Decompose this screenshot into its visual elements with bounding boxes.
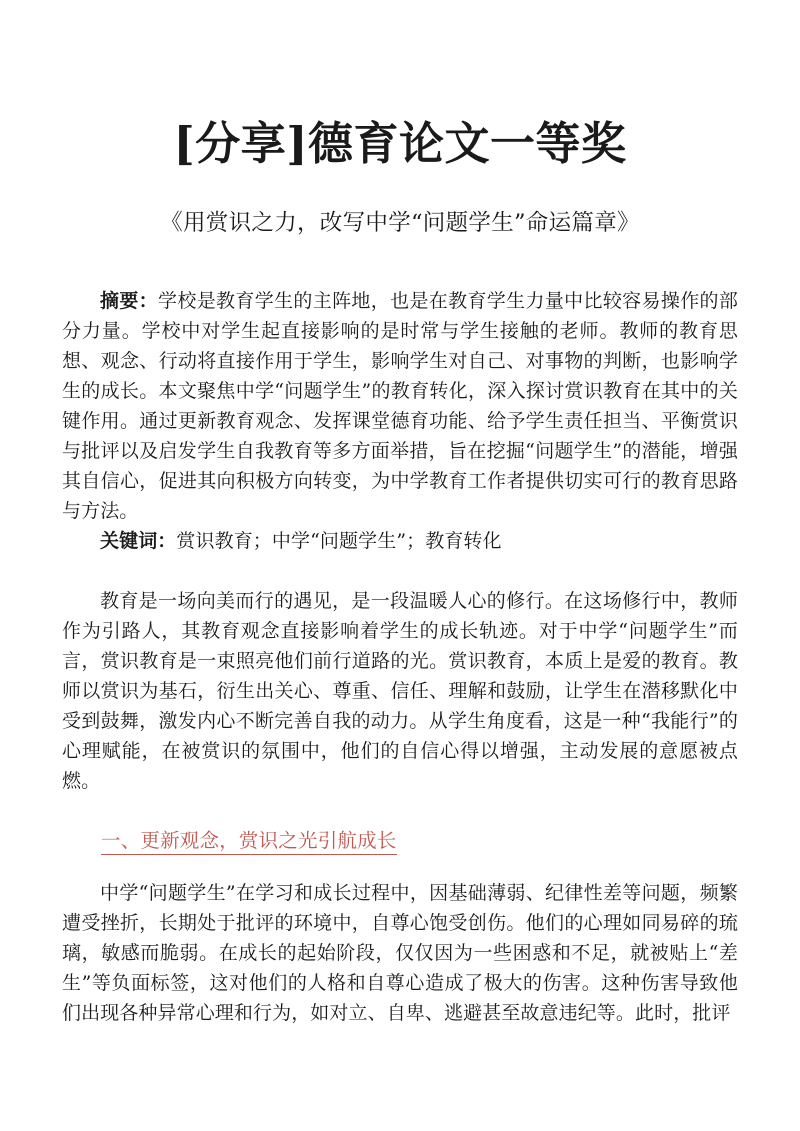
text-column: [62, 286, 738, 1028]
intro-paragraph: 教育是一场向美而行的遇见，是一段温暖人心的修行。在这场修行中，教师作为引路人，其教育观念直接影响着学生的成长轨迹。对于中学“问题学生”而言，赏识教育是一束照亮他们前行道路的光。赏识教育，本质上是爱的教育。教师以赏识为基石，衍生出关心、尊重、信任、理解和鼓励，让学生在潜移默化中受到鼓舞，激发内心不断完善自我的动力。从学生角度看，这是一种“我能行”的心理赋能，在被赏识的氛围中，他们的自信心得以增强，主动发展的意愿被点燃。: [62, 590, 738, 792]
abstract-label: 摘要：: [100, 290, 159, 312]
section-one-paragraph: 中学“问题学生”在学习和成长过程中，因基础薄弱、纪律性差等问题，频繁遭受挫折，长期处于批评的环境中，自尊心饱受创伤。他们的心理如同易碎的琉璃，敏感而脆弱。在成长的起始阶段，仅仅因为一些困惑和不足，就被贴上“差生”等负面标签，这对他们的人格和自尊心造成了极大的伤害。这种伤害导致他们出现各种异常心理和行为，如对立、自卑、逃避甚至故意违纪等。此时，批评: [62, 882, 738, 1024]
keywords-label: 关键词：: [100, 530, 177, 552]
abstract-paragraph: [62, 286, 738, 526]
keywords-paragraph: [62, 526, 738, 556]
section-spacer-bottom: [62, 856, 738, 878]
keywords-text: 赏识教育；中学“问题学生”；教育转化: [176, 530, 502, 552]
section-spacer-top: [62, 796, 738, 826]
page-title: [分享]德育论文一等奖: [173, 117, 627, 171]
section-heading-one-text: 一、更新观念，赏识之光引航成长: [101, 829, 397, 855]
abstract-text: 学校是教育学生的主阵地，也是在教育学生力量中比较容易操作的部分力量。学校中对学生起直接影响的是时常与学生接触的老师。教师的教育思想、观念、行动将直接作用于学生，影响学生对自己、对事物的判断，也影响学生的成长。本文聚焦中学“问题学生”的教育转化，深入探讨赏识教育在其中的关键作用。通过更新教育观念、发挥课堂德育功能、给予学生责任担当、平衡赏识与批评以及启发学生自我教育等多方面举措，旨在挖掘“问题学生”的潜能，增强其自信心，促进其向积极方向转变，为中学教育工作者提供切实可行的教育思路与方法。: [62, 290, 738, 522]
document-subtitle: 《用赏识之力，改写中学“问题学生”命运篇章》: [160, 210, 640, 236]
section-heading-one: [62, 826, 738, 856]
paragraph-spacer: [62, 556, 738, 586]
